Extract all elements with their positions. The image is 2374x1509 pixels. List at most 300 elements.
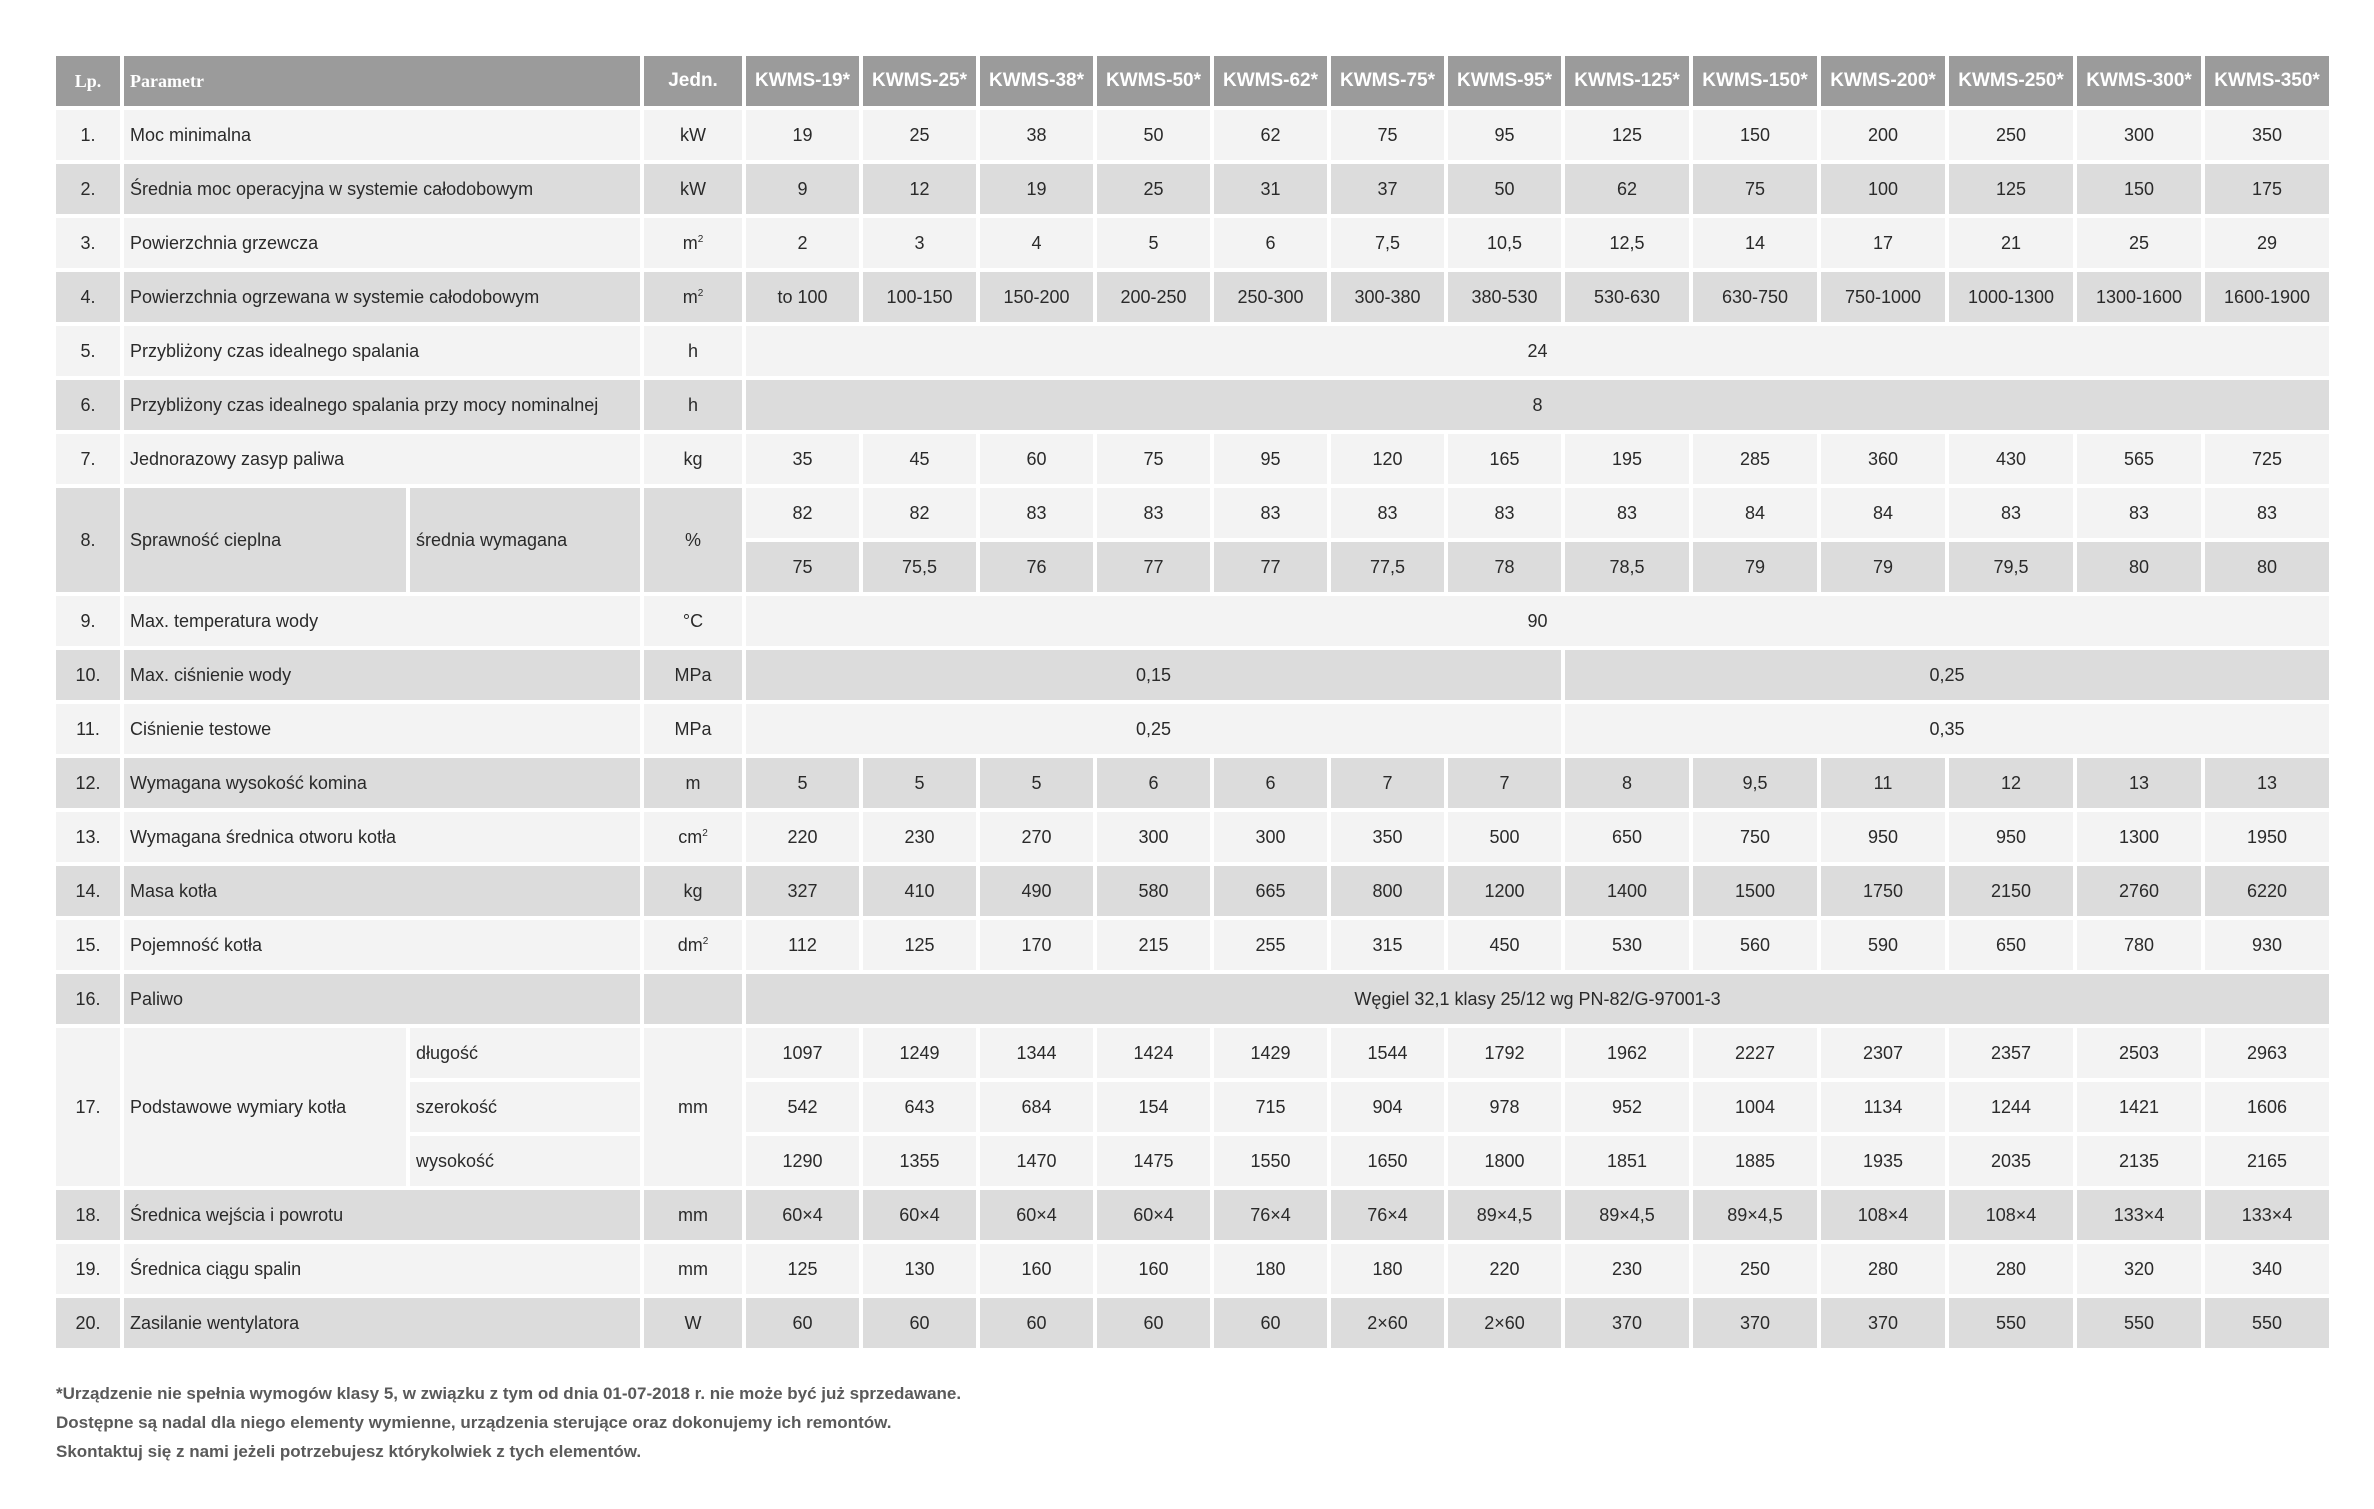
- value-cell: 2760: [2077, 866, 2201, 916]
- value-cell: 230: [863, 812, 976, 862]
- value-cell: 21: [1949, 218, 2073, 268]
- value-cell: 80: [2077, 542, 2201, 592]
- value-cell: 490: [980, 866, 1093, 916]
- header-model: KWMS-19*: [746, 56, 859, 106]
- parameter-name: Powierzchnia ogrzewana w systemie całodobowym: [124, 272, 640, 322]
- unit-text: W: [684, 1312, 702, 1333]
- parameter-name: Średnia moc operacyjna w systemie całodobowym: [124, 164, 640, 214]
- row-number: 11.: [56, 704, 120, 754]
- parameter-name: Wymagana średnica otworu kotła: [124, 812, 640, 862]
- value-cell: 2357: [1949, 1028, 2073, 1078]
- parameter-name: Przybliżony czas idealnego spalania przy mocy nominalnej: [124, 380, 640, 430]
- unit-text: m: [682, 286, 698, 307]
- value-cell: 84: [1693, 488, 1817, 538]
- value-cell: 450: [1448, 920, 1561, 970]
- value-cell: 780: [2077, 920, 2201, 970]
- unit-text: m: [682, 232, 698, 253]
- value-cell: 84: [1821, 488, 1945, 538]
- value-cell: 200: [1821, 110, 1945, 160]
- value-cell: 75,5: [863, 542, 976, 592]
- value-cell: 79: [1693, 542, 1817, 592]
- value-cell: 1200: [1448, 866, 1561, 916]
- value-cell: 5: [863, 758, 976, 808]
- value-cell: 360: [1821, 434, 1945, 484]
- row-number: 3.: [56, 218, 120, 268]
- value-cell: 950: [1821, 812, 1945, 862]
- value-cell: 83: [1448, 488, 1561, 538]
- value-cell: 1244: [1949, 1082, 2073, 1132]
- value-cell: 280: [1949, 1244, 2073, 1294]
- value-cell: 320: [2077, 1244, 2201, 1294]
- parameter-name: Max. temperatura wody: [124, 596, 640, 646]
- value-cell: 75: [746, 542, 859, 592]
- value-cell: 89×4,5: [1693, 1190, 1817, 1240]
- footnote-line: Dostępne są nadal dla niego elementy wymienne, urządzenia sterujące oraz dokonujemy ich remontów.: [56, 1413, 892, 1432]
- unit-superscript: 2: [702, 935, 709, 947]
- value-cell: 180: [1214, 1244, 1327, 1294]
- value-cell: 195: [1565, 434, 1689, 484]
- value-cell: 100: [1821, 164, 1945, 214]
- value-cell: 38: [980, 110, 1093, 160]
- value-cell: 370: [1821, 1298, 1945, 1348]
- table-row: [56, 1244, 2329, 1294]
- value-cell: 2135: [2077, 1136, 2201, 1186]
- header-model: KWMS-95*: [1448, 56, 1561, 106]
- value-cell: 17: [1821, 218, 1945, 268]
- value-cell: 180: [1331, 1244, 1444, 1294]
- value-cell: 650: [1949, 920, 2073, 970]
- unit-cell: [644, 866, 742, 916]
- unit-superscript: 2: [702, 827, 708, 839]
- value-cell: 150: [1693, 110, 1817, 160]
- value-cell: 800: [1331, 866, 1444, 916]
- spec-body: [56, 110, 2329, 1348]
- value-cell: 75: [1693, 164, 1817, 214]
- value-cell: 150-200: [980, 272, 1093, 322]
- unit-text: kg: [683, 880, 703, 901]
- table-row: [56, 1298, 2329, 1348]
- unit-superscript: 2: [697, 287, 704, 299]
- value-cell: 125: [863, 920, 976, 970]
- value-cell: 410: [863, 866, 976, 916]
- spec-table: [52, 52, 2333, 1352]
- value-cell: 12,5: [1565, 218, 1689, 268]
- row-number: 13.: [56, 812, 120, 862]
- value-cell: 950: [1949, 812, 2073, 862]
- value-cell: 77,5: [1331, 542, 1444, 592]
- value-cell: 370: [1565, 1298, 1689, 1348]
- table-row: [56, 758, 2329, 808]
- unit-cell: [644, 758, 742, 808]
- value-cell: 2307: [1821, 1028, 1945, 1078]
- unit-text: %: [685, 529, 702, 550]
- row-number: 7.: [56, 434, 120, 484]
- value-cell: 1300: [2077, 812, 2201, 862]
- value-cell: 6220: [2205, 866, 2329, 916]
- table-row: [56, 164, 2329, 214]
- value-cell: 79: [1821, 542, 1945, 592]
- table-row: [56, 110, 2329, 160]
- value-cell: 215: [1097, 920, 1210, 970]
- value-cell: 2963: [2205, 1028, 2329, 1078]
- footnote-line: Skontaktuj się z nami jeżeli potrzebujesz którykolwiek z tych elementów.: [56, 1442, 642, 1461]
- value-cell: 1550: [1214, 1136, 1327, 1186]
- parameter-name: Podstawowe wymiary kotła: [124, 1028, 406, 1186]
- table-row: [56, 380, 2329, 430]
- parameter-name: Powierzchnia grzewcza: [124, 218, 640, 268]
- row-number: 2.: [56, 164, 120, 214]
- unit-text: kg: [683, 448, 703, 469]
- parameter-name: Sprawność cieplna: [124, 488, 406, 592]
- value-cell: 60×4: [980, 1190, 1093, 1240]
- table-row: [56, 920, 2329, 970]
- value-cell: 60×4: [1097, 1190, 1210, 1240]
- value-cell: 5: [980, 758, 1093, 808]
- parameter-name: Średnica ciągu spalin: [124, 1244, 640, 1294]
- value-cell: 550: [2205, 1298, 2329, 1348]
- value-cell: 154: [1097, 1082, 1210, 1132]
- table-row: [56, 326, 2329, 376]
- spanning-value: 0,25: [1565, 650, 2329, 700]
- unit-cell: [644, 1244, 742, 1294]
- header-model: KWMS-125*: [1565, 56, 1689, 106]
- row-number: 4.: [56, 272, 120, 322]
- row-number: 8.: [56, 488, 120, 592]
- table-row: [56, 650, 2329, 700]
- value-cell: 76×4: [1331, 1190, 1444, 1240]
- parameter-name: Średnica wejścia i powrotu: [124, 1190, 640, 1240]
- value-cell: 380-530: [1448, 272, 1561, 322]
- value-cell: 62: [1214, 110, 1327, 160]
- value-cell: 83: [1214, 488, 1327, 538]
- unit-text: mm: [678, 1096, 709, 1117]
- value-cell: 9: [746, 164, 859, 214]
- value-cell: 978: [1448, 1082, 1561, 1132]
- value-cell: 160: [1097, 1244, 1210, 1294]
- value-cell: 25: [1097, 164, 1210, 214]
- parameter-name: Wymagana wysokość komina: [124, 758, 640, 808]
- value-cell: 550: [1949, 1298, 2073, 1348]
- row-number: 16.: [56, 974, 120, 1024]
- value-cell: 1950: [2205, 812, 2329, 862]
- value-cell: 125: [1949, 164, 2073, 214]
- table-row: [56, 974, 2329, 1024]
- value-cell: 76: [980, 542, 1093, 592]
- parameter-name: Paliwo: [124, 974, 640, 1024]
- row-number: 9.: [56, 596, 120, 646]
- value-cell: 550: [2077, 1298, 2201, 1348]
- unit-cell: [644, 1190, 742, 1240]
- value-cell: 82: [863, 488, 976, 538]
- value-cell: 2503: [2077, 1028, 2201, 1078]
- unit-cell: [644, 434, 742, 484]
- row-number: 1.: [56, 110, 120, 160]
- value-cell: 285: [1693, 434, 1817, 484]
- value-cell: 300-380: [1331, 272, 1444, 322]
- value-cell: 684: [980, 1082, 1093, 1132]
- value-cell: 250: [1949, 110, 2073, 160]
- unit-text: h: [688, 394, 699, 415]
- value-cell: 1544: [1331, 1028, 1444, 1078]
- value-cell: 35: [746, 434, 859, 484]
- value-cell: 725: [2205, 434, 2329, 484]
- value-cell: 78,5: [1565, 542, 1689, 592]
- value-cell: 6: [1097, 758, 1210, 808]
- value-cell: 750-1000: [1821, 272, 1945, 322]
- value-cell: 89×4,5: [1448, 1190, 1561, 1240]
- parameter-name: Zasilanie wentylatora: [124, 1298, 640, 1348]
- value-cell: 1000-1300: [1949, 272, 2073, 322]
- header-model: KWMS-150*: [1693, 56, 1817, 106]
- unit-text: h: [688, 340, 699, 361]
- value-cell: 370: [1693, 1298, 1817, 1348]
- value-cell: 165: [1448, 434, 1561, 484]
- value-cell: 6: [1214, 758, 1327, 808]
- parameter-sublabel: średnia wymagana: [410, 488, 640, 592]
- value-cell: 1600-1900: [2205, 272, 2329, 322]
- value-cell: 1750: [1821, 866, 1945, 916]
- value-cell: 83: [2077, 488, 2201, 538]
- value-cell: 19: [980, 164, 1093, 214]
- value-cell: 89×4,5: [1565, 1190, 1689, 1240]
- spanning-value: 90: [746, 596, 2329, 646]
- value-cell: to 100: [746, 272, 859, 322]
- value-cell: 37: [1331, 164, 1444, 214]
- table-row: [56, 218, 2329, 268]
- value-cell: 78: [1448, 542, 1561, 592]
- value-cell: 7,5: [1331, 218, 1444, 268]
- value-cell: 1470: [980, 1136, 1093, 1186]
- value-cell: 82: [746, 488, 859, 538]
- value-cell: 5: [1097, 218, 1210, 268]
- header-model: KWMS-250*: [1949, 56, 2073, 106]
- value-cell: 1885: [1693, 1136, 1817, 1186]
- value-cell: 13: [2077, 758, 2201, 808]
- value-cell: 200-250: [1097, 272, 1210, 322]
- value-cell: 60×4: [863, 1190, 976, 1240]
- value-cell: 76×4: [1214, 1190, 1327, 1240]
- unit-cell: [644, 1028, 742, 1186]
- header-jedn: Jedn.: [644, 56, 742, 106]
- parameter-name: Ciśnienie testowe: [124, 704, 640, 754]
- spanning-value: 0,15: [746, 650, 1561, 700]
- unit-superscript: 2: [697, 233, 704, 245]
- value-cell: 643: [863, 1082, 976, 1132]
- value-cell: 6: [1214, 218, 1327, 268]
- row-number: 19.: [56, 1244, 120, 1294]
- value-cell: 2×60: [1331, 1298, 1444, 1348]
- value-cell: 300: [2077, 110, 2201, 160]
- dimension-label: długość: [410, 1028, 640, 1078]
- value-cell: 12: [863, 164, 976, 214]
- value-cell: 9,5: [1693, 758, 1817, 808]
- value-cell: 715: [1214, 1082, 1327, 1132]
- value-cell: 280: [1821, 1244, 1945, 1294]
- header-model: KWMS-200*: [1821, 56, 1945, 106]
- unit-cell: [644, 704, 742, 754]
- row-number: 12.: [56, 758, 120, 808]
- value-cell: 10,5: [1448, 218, 1561, 268]
- value-cell: 2227: [1693, 1028, 1817, 1078]
- footnote: [56, 1379, 961, 1466]
- value-cell: 112: [746, 920, 859, 970]
- value-cell: 1792: [1448, 1028, 1561, 1078]
- value-cell: 80: [2205, 542, 2329, 592]
- unit-cell: [644, 488, 742, 592]
- spanning-value: 0,25: [746, 704, 1561, 754]
- value-cell: 590: [1821, 920, 1945, 970]
- unit-cell: [644, 596, 742, 646]
- value-cell: 315: [1331, 920, 1444, 970]
- value-cell: 1500: [1693, 866, 1817, 916]
- unit-text: mm: [678, 1204, 709, 1225]
- value-cell: 630-750: [1693, 272, 1817, 322]
- value-cell: 60: [980, 434, 1093, 484]
- value-cell: 62: [1565, 164, 1689, 214]
- value-cell: 79,5: [1949, 542, 2073, 592]
- unit-text: m: [685, 772, 701, 793]
- value-cell: 83: [1949, 488, 2073, 538]
- value-cell: 230: [1565, 1244, 1689, 1294]
- header-model: KWMS-25*: [863, 56, 976, 106]
- row-number: 14.: [56, 866, 120, 916]
- unit-text: MPa: [674, 664, 712, 685]
- spanning-value: Węgiel 32,1 klasy 25/12 wg PN-82/G-97001-3: [746, 974, 2329, 1024]
- row-number: 5.: [56, 326, 120, 376]
- value-cell: 1851: [1565, 1136, 1689, 1186]
- header-model: KWMS-350*: [2205, 56, 2329, 106]
- value-cell: 430: [1949, 434, 2073, 484]
- value-cell: 1424: [1097, 1028, 1210, 1078]
- value-cell: 83: [1097, 488, 1210, 538]
- value-cell: 1290: [746, 1136, 859, 1186]
- value-cell: 60: [863, 1298, 976, 1348]
- header-lp: Lp.: [56, 56, 120, 106]
- value-cell: 13: [2205, 758, 2329, 808]
- value-cell: 130: [863, 1244, 976, 1294]
- value-cell: 50: [1448, 164, 1561, 214]
- row-number: 10.: [56, 650, 120, 700]
- value-cell: 31: [1214, 164, 1327, 214]
- value-cell: 83: [1331, 488, 1444, 538]
- dimension-label: szerokość: [410, 1082, 640, 1132]
- value-cell: 7: [1331, 758, 1444, 808]
- value-cell: 19: [746, 110, 859, 160]
- unit-text: dm: [677, 934, 703, 955]
- value-cell: 565: [2077, 434, 2201, 484]
- value-cell: 95: [1448, 110, 1561, 160]
- table-row: [56, 1028, 2329, 1078]
- unit-cell: [644, 650, 742, 700]
- value-cell: 1249: [863, 1028, 976, 1078]
- parameter-name: Max. ciśnienie wody: [124, 650, 640, 700]
- value-cell: 4: [980, 218, 1093, 268]
- value-cell: 2×60: [1448, 1298, 1561, 1348]
- value-cell: 500: [1448, 812, 1561, 862]
- table-row: [56, 272, 2329, 322]
- unit-cell: [644, 974, 742, 1024]
- value-cell: 108×4: [1821, 1190, 1945, 1240]
- unit-text: kW: [680, 178, 707, 199]
- unit-cell: [644, 380, 742, 430]
- header-model: KWMS-38*: [980, 56, 1093, 106]
- parameter-name: Jednorazowy zasyp paliwa: [124, 434, 640, 484]
- value-cell: 83: [2205, 488, 2329, 538]
- header-model: KWMS-75*: [1331, 56, 1444, 106]
- value-cell: 650: [1565, 812, 1689, 862]
- value-cell: 542: [746, 1082, 859, 1132]
- value-cell: 133×4: [2077, 1190, 2201, 1240]
- value-cell: 2: [746, 218, 859, 268]
- value-cell: 29: [2205, 218, 2329, 268]
- value-cell: 83: [1565, 488, 1689, 538]
- value-cell: 60: [980, 1298, 1093, 1348]
- value-cell: 1935: [1821, 1136, 1945, 1186]
- parameter-name: Przybliżony czas idealnego spalania: [124, 326, 640, 376]
- value-cell: 60: [1214, 1298, 1327, 1348]
- row-number: 6.: [56, 380, 120, 430]
- unit-cell: [644, 326, 742, 376]
- value-cell: 350: [2205, 110, 2329, 160]
- value-cell: 1355: [863, 1136, 976, 1186]
- value-cell: 1650: [1331, 1136, 1444, 1186]
- value-cell: 930: [2205, 920, 2329, 970]
- value-cell: 250: [1693, 1244, 1817, 1294]
- value-cell: 300: [1214, 812, 1327, 862]
- unit-cell: [644, 812, 742, 862]
- header-model: KWMS-300*: [2077, 56, 2201, 106]
- unit-text: mm: [678, 1258, 709, 1279]
- value-cell: 1004: [1693, 1082, 1817, 1132]
- value-cell: 125: [1565, 110, 1689, 160]
- row-number: 15.: [56, 920, 120, 970]
- value-cell: 133×4: [2205, 1190, 2329, 1240]
- unit-text: cm: [678, 826, 703, 847]
- value-cell: 77: [1097, 542, 1210, 592]
- footnote-line: *Urządzenie nie spełnia wymogów klasy 5, w związku z tym od dnia 01-07-2018 r. nie może być już sprzedawane.: [56, 1384, 962, 1403]
- value-cell: 530: [1565, 920, 1689, 970]
- header-row: [56, 56, 2329, 106]
- value-cell: 580: [1097, 866, 1210, 916]
- parameter-name: Masa kotła: [124, 866, 640, 916]
- value-cell: 175: [2205, 164, 2329, 214]
- value-cell: 12: [1949, 758, 2073, 808]
- table-row: [56, 1190, 2329, 1240]
- value-cell: 11: [1821, 758, 1945, 808]
- value-cell: 255: [1214, 920, 1327, 970]
- value-cell: 220: [746, 812, 859, 862]
- value-cell: 3: [863, 218, 976, 268]
- table-row: [56, 704, 2329, 754]
- value-cell: 125: [746, 1244, 859, 1294]
- header-parametr: Parametr: [124, 56, 640, 106]
- value-cell: 350: [1331, 812, 1444, 862]
- value-cell: 2165: [2205, 1136, 2329, 1186]
- value-cell: 75: [1331, 110, 1444, 160]
- value-cell: 77: [1214, 542, 1327, 592]
- dimension-label: wysokość: [410, 1136, 640, 1186]
- value-cell: 83: [980, 488, 1093, 538]
- value-cell: 170: [980, 920, 1093, 970]
- value-cell: 25: [2077, 218, 2201, 268]
- row-number: 17.: [56, 1028, 120, 1186]
- value-cell: 25: [863, 110, 976, 160]
- value-cell: 5: [746, 758, 859, 808]
- unit-text: kW: [680, 124, 707, 145]
- value-cell: 750: [1693, 812, 1817, 862]
- value-cell: 1344: [980, 1028, 1093, 1078]
- value-cell: 160: [980, 1244, 1093, 1294]
